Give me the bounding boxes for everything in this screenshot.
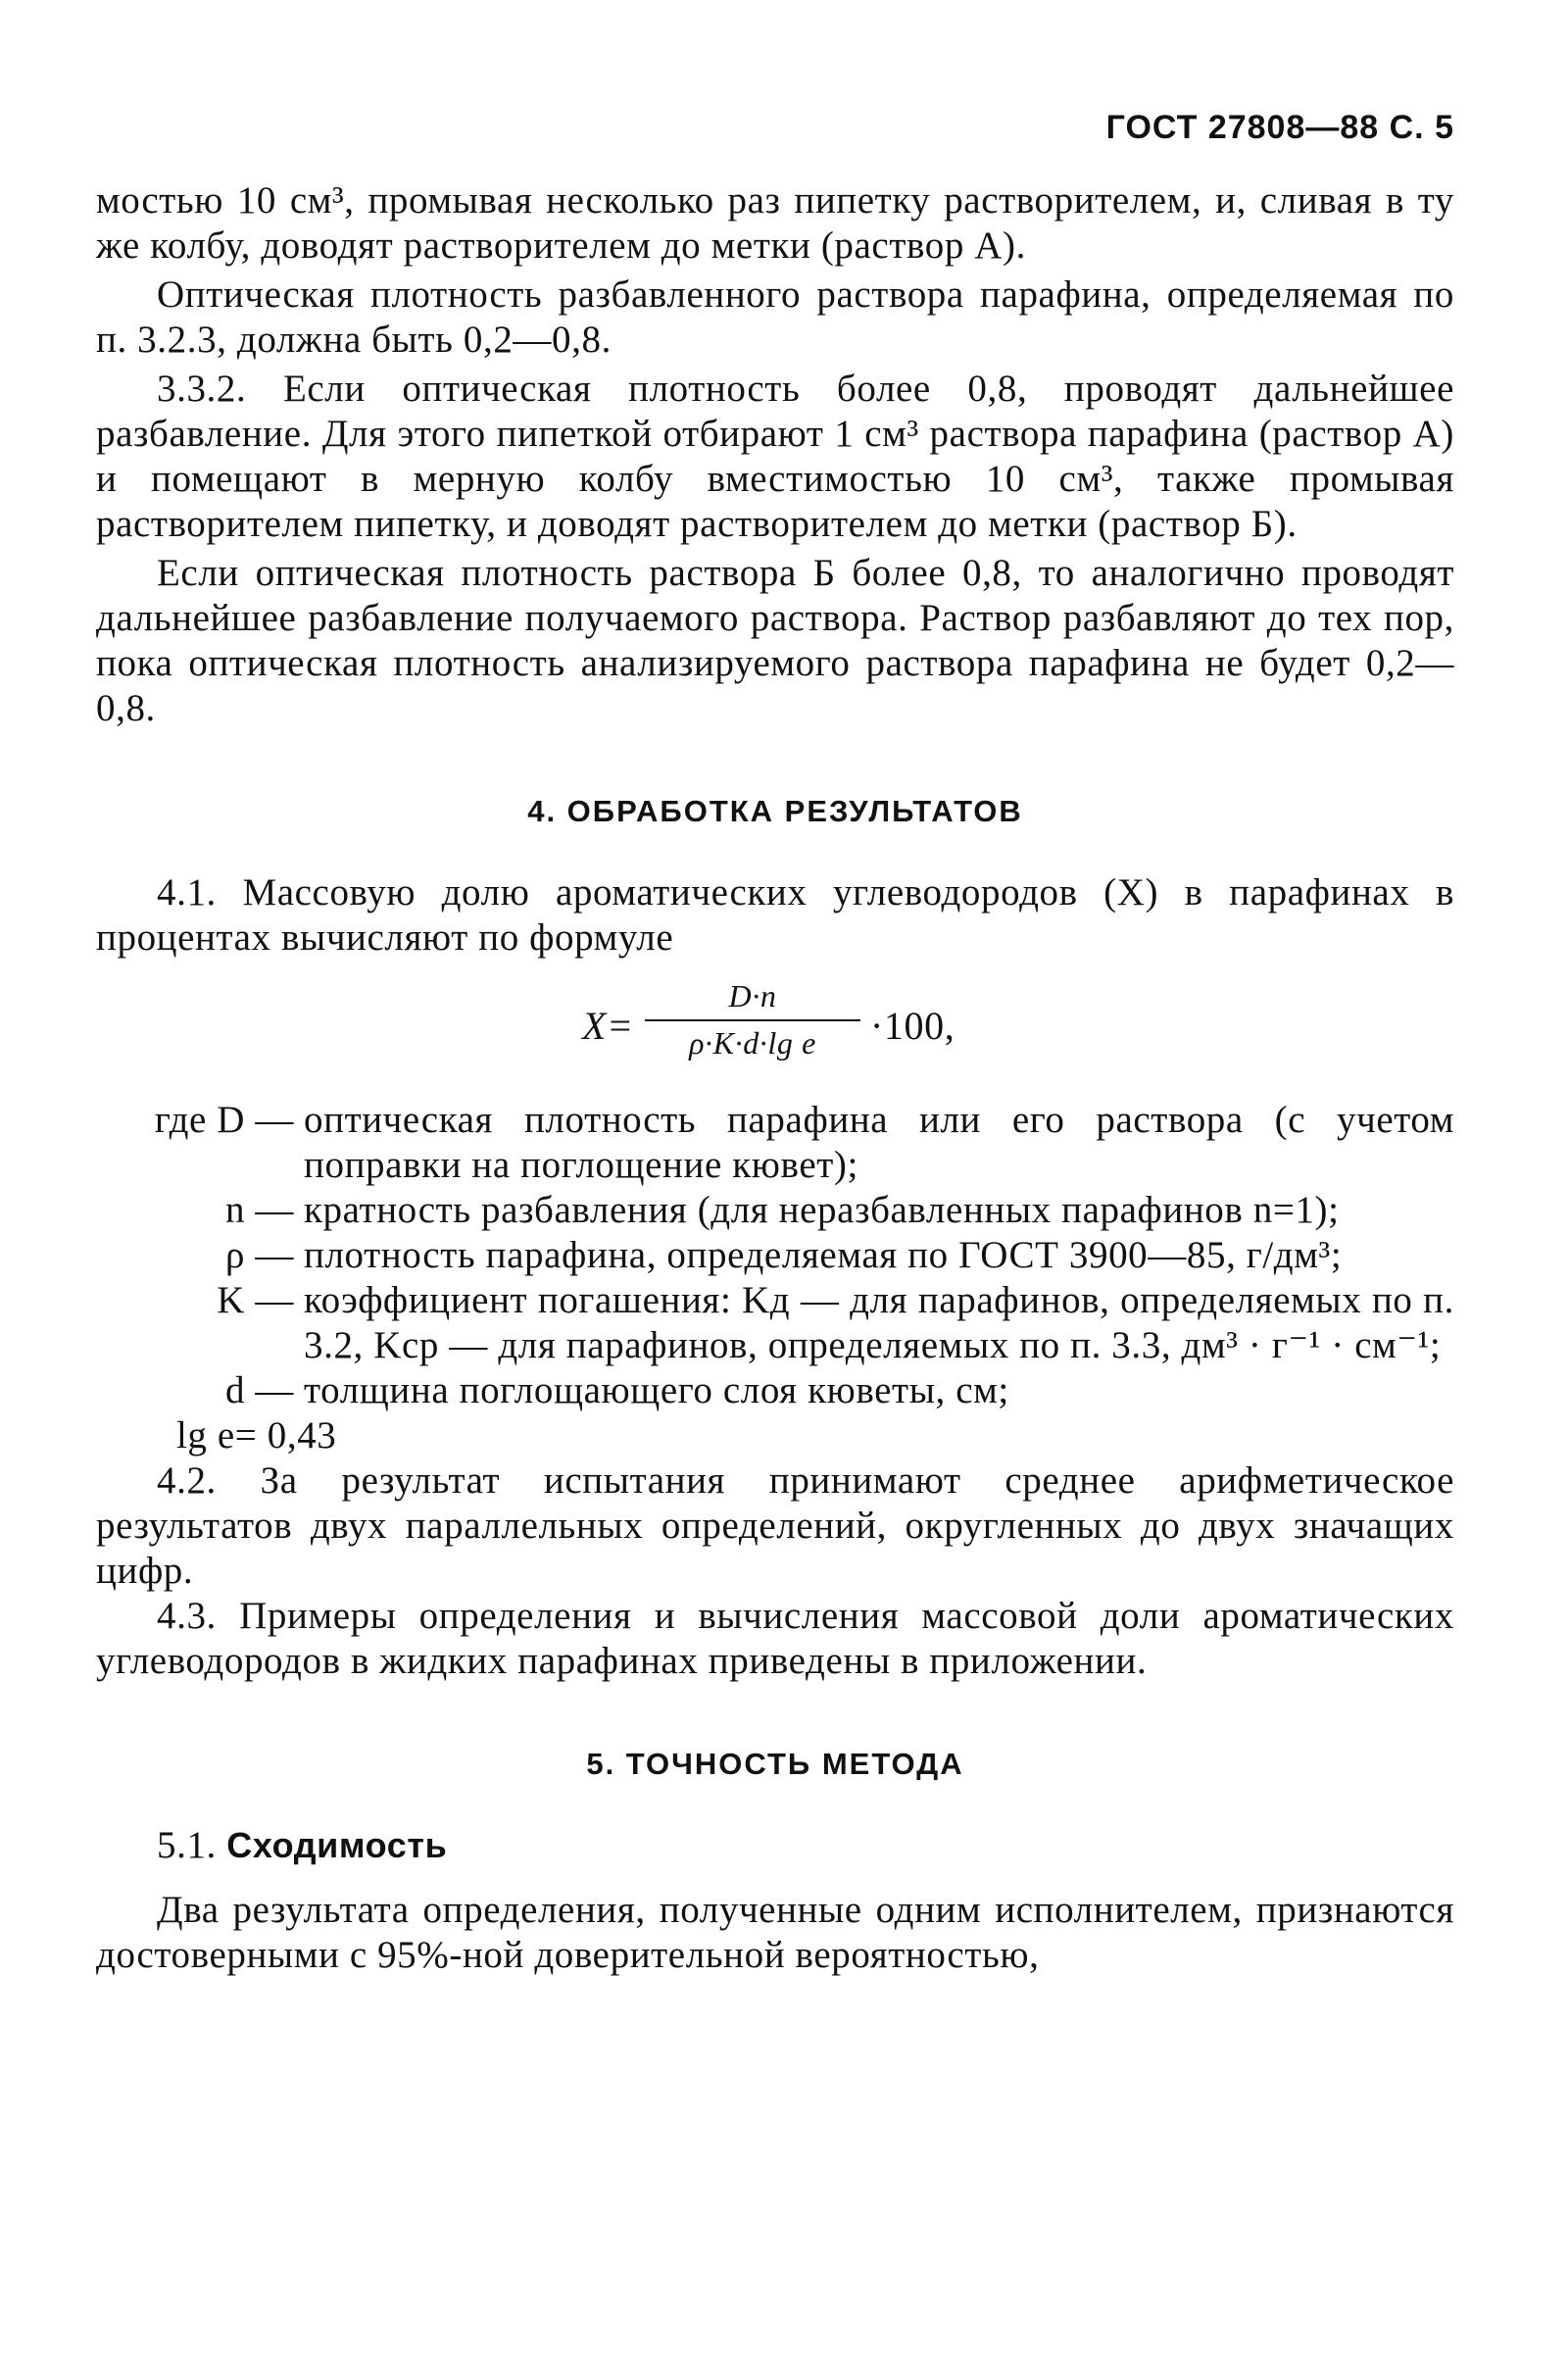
formula-numerator: D·n (728, 978, 777, 1013)
subsection-5-1-heading (96, 1823, 1454, 1868)
definition-text: оптическая плотность парафина или его раствора (с учетом поправки на поглощение кювет); (304, 1099, 1454, 1186)
formula-lhs: X= (582, 1004, 634, 1048)
definition-symbol: d — (224, 1369, 294, 1411)
subsection-number: 5.1. (157, 1824, 217, 1866)
formula-fraction (645, 976, 860, 1062)
definition-text: кратность разбавления (для неразбавленных парафинов n=1); (304, 1189, 1340, 1231)
section-5-heading: 5. ТОЧНОСТЬ МЕТОДА (586, 1747, 964, 1781)
paragraph-3-3-2: 3.3.2. Если оптическая плотность более 0,8, проводят дальнейшее разбавление. Для этого пипеткой отбирают 1 см³ раствора парафина (раствор А) и помещают в мерную колбу вместимостью 10 см³, также промывая растворителем пипетку, и доводят растворителем до метки (раствор Б). (96, 368, 1454, 545)
running-header: ГОСТ 27808—88 С. 5 (1105, 109, 1454, 146)
paragraph-4-2: 4.2. За результат испытания принимают среднее арифметическое результатов двух параллельных определений, округленных до двух значащих цифр. (96, 1459, 1454, 1592)
formula-block (96, 976, 1454, 1084)
paragraph-4-1: 4.1. Массовую долю ароматических углеводородов (X) в парафинах в процентах вычисляют по формуле (96, 871, 1454, 959)
definition-row (96, 1233, 1454, 1278)
definition-text: толщина поглощающего слоя кюветы, см; (304, 1369, 1009, 1411)
lg-e-value: lg e= 0,43 (176, 1414, 337, 1457)
formula-rhs: ·100, (870, 1004, 956, 1048)
section-4-heading: 4. ОБРАБОТКА РЕЗУЛЬТАТОВ (527, 794, 1023, 828)
definition-symbol: n — (224, 1189, 294, 1231)
subsection-title: Сходимость (226, 1825, 448, 1865)
paragraph-4-3: 4.3. Примеры определения и вычисления массовой доли ароматических углеводородов в жидких парафинах приведены в приложении. (96, 1595, 1454, 1682)
definition-symbol: K — (217, 1279, 294, 1321)
definition-text: коэффициент погашения: Kд — для парафинов, определяемых по п. 3.2, Kср — для парафинов, определяемых по п. 3.3, дм³ · г⁻¹ · см⁻¹; (304, 1279, 1454, 1366)
definition-symbol: где D — (154, 1099, 294, 1141)
definition-row (96, 1188, 1454, 1233)
paragraph-further-dilution: Если оптическая плотность раствора Б более 0,8, то аналогично проводят дальнейшее разбавление получаемого раствора. Раствор разбавляют до тех пор, пока оптическая плотность анализируемого раствора парафина не будет 0,2—0,8. (96, 552, 1454, 729)
definition-text: плотность парафина, определяемая по ГОСТ 3900—85, г/дм³; (304, 1234, 1343, 1276)
paragraph-continued: мостью 10 см³, промывая несколько раз пипетку растворителем, и, сливая в ту же колбу, доводят растворителем до метки (раствор А). (96, 179, 1454, 267)
document-page (96, 108, 1454, 1978)
paragraph-optical-density: Оптическая плотность разбавленного раствора парафина, определяемая по п. 3.2.3, должна быть 0,2—0,8. (96, 273, 1454, 361)
variable-definitions (96, 1098, 1454, 1458)
definition-row (96, 1368, 1454, 1413)
definition-row (96, 1278, 1454, 1368)
paragraph-5-1: Два результата определения, полученные одним исполнителем, признаются достоверными с 95%-ной доверительной вероятностью, (96, 1889, 1454, 1976)
definition-symbol: ρ — (224, 1234, 294, 1276)
fraction-bar (645, 1019, 860, 1021)
formula-denominator: ρ·K·d·lg e (689, 1025, 816, 1061)
definition-row (96, 1098, 1454, 1188)
